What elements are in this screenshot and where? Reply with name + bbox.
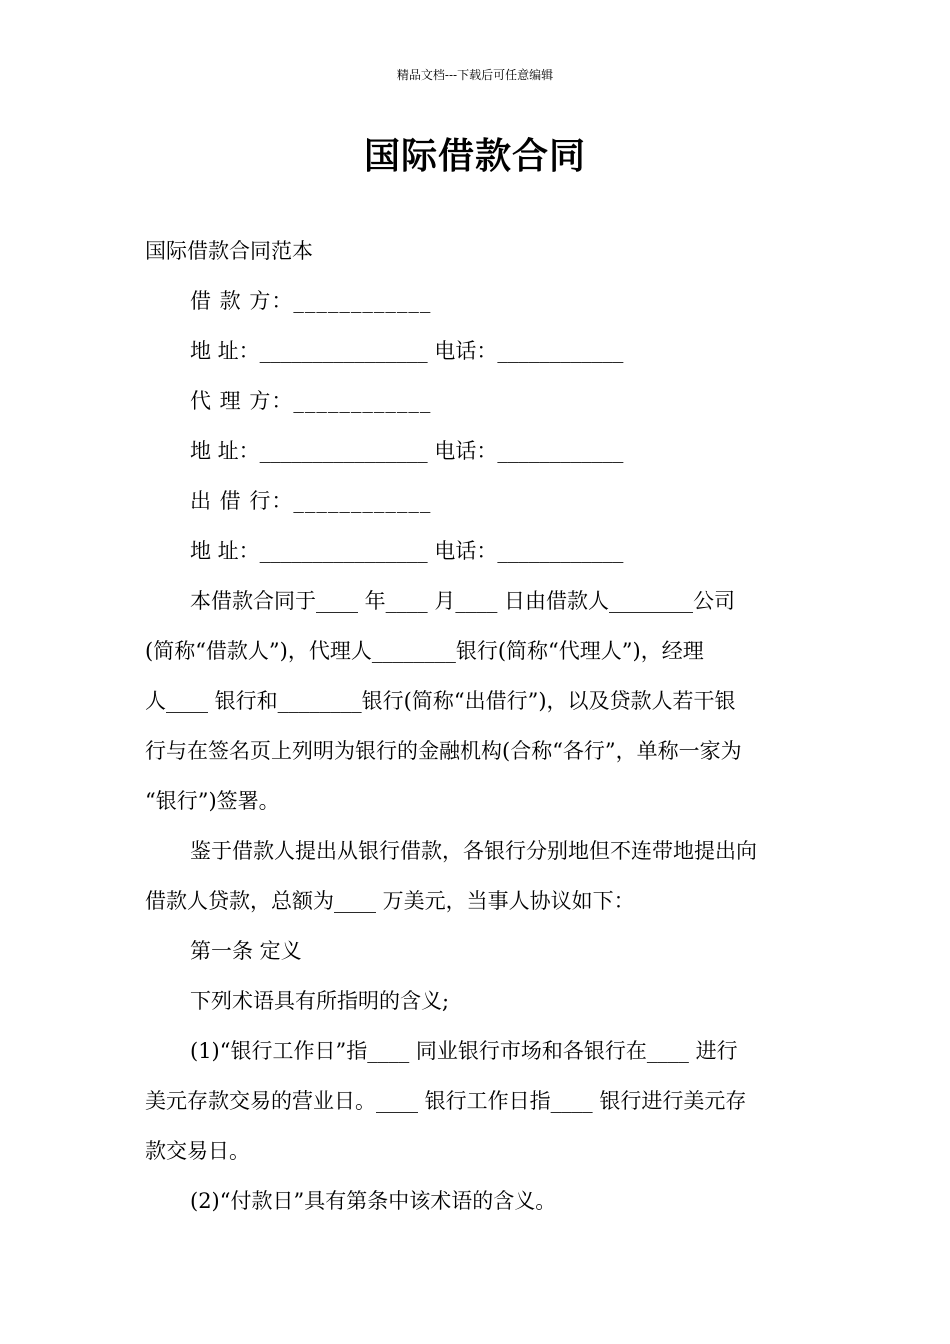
article-heading: 第一条 定义 xyxy=(190,939,302,963)
paragraph-line: (简称“借款人”)，代理人________银行(简称“代理人”)，经理 xyxy=(145,639,704,663)
subtitle: 国际借款合同范本 xyxy=(145,239,313,263)
paragraph-line: 鉴于借款人提出从银行借款，各银行分别地但不连带地提出向 xyxy=(190,839,757,863)
paragraph-line: 借款人贷款，总额为____ 万美元，当事人协议如下： xyxy=(145,889,635,913)
document-title: 国际借款合同 xyxy=(363,136,586,177)
paragraph-line: (2)“付款日”具有第条中该术语的含义。 xyxy=(190,1189,557,1213)
paragraph-line: 人____ 银行和________银行(简称“出借行”)，以及贷款人若干银 xyxy=(145,689,736,713)
lender-line: 出 借 行：____________ xyxy=(190,489,432,513)
lender-address-line: 地 址：________________ 电话：____________ xyxy=(190,539,624,563)
paragraph-line: 本借款合同于____ 年____ 月____ 日由借款人________公司 xyxy=(190,589,736,613)
paragraph-line: 款交易日。 xyxy=(145,1139,250,1163)
paragraph-line: “银行”)签署。 xyxy=(145,789,280,813)
page-header: 精品文档---下载后可任意编辑 xyxy=(396,68,554,82)
agent-address-line: 地 址：________________ 电话：____________ xyxy=(190,439,624,463)
paragraph-line: 美元存款交易的营业日。____ 银行工作日指____ 银行进行美元存 xyxy=(145,1089,747,1113)
borrower-line: 借 款 方：____________ xyxy=(190,289,432,313)
paragraph-line: 下列术语具有所指明的含义; xyxy=(190,989,450,1013)
paragraph-line: (1)“银行工作日”指____ 同业银行市场和各银行在____ 进行 xyxy=(190,1039,738,1063)
paragraph-line: 行与在签名页上列明为银行的金融机构(合称“各行”，单称一家为 xyxy=(145,739,742,763)
agent-line: 代 理 方：____________ xyxy=(190,389,432,413)
borrower-address-line: 地 址：________________ 电话：____________ xyxy=(190,339,624,363)
